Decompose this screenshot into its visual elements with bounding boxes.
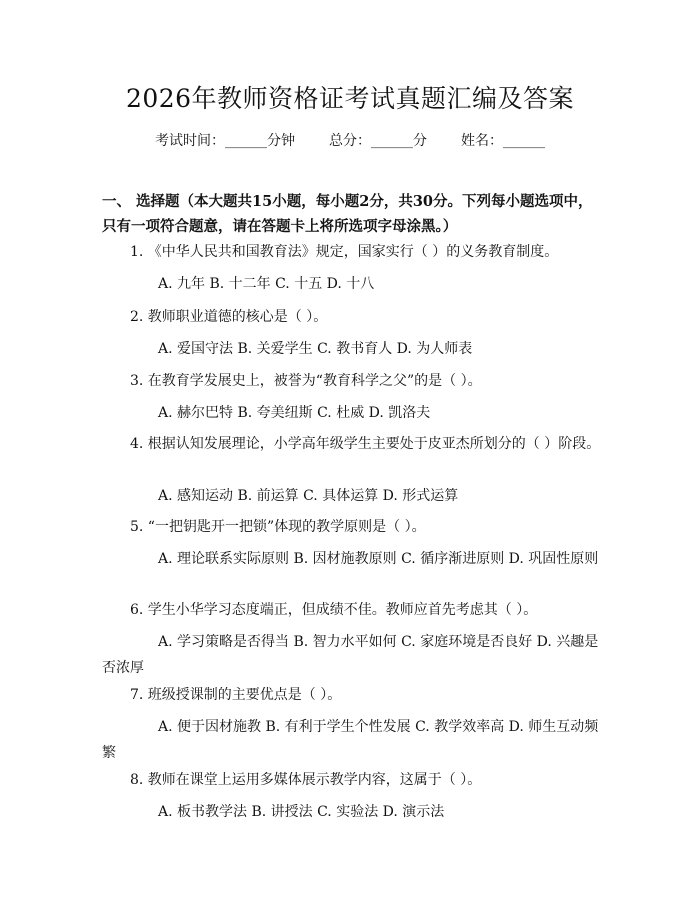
total-score-field: 总分：______分 <box>329 133 427 149</box>
question-options: A. 爱国守法 B. 关爱学生 C. 教书育人 D. 为人师表 <box>158 341 473 357</box>
question-options: A. 感知运动 B. 前运算 C. 具体运算 D. 形式运算 <box>158 488 459 504</box>
question-stem: 6. 学生小华学习态度端正，但成绩不佳。教师应首先考虑其（ ）。 <box>130 602 538 618</box>
question-stem: 4. 根据认知发展理论，小学高年级学生主要处于皮亚杰所划分的（ ）阶段。 <box>130 436 601 452</box>
question-stem: 1. 《中华人民共和国教育法》规定，国家实行（ ）的义务教育制度。 <box>130 244 559 260</box>
question-options: A. 理论联系实际原则 B. 因材施教原则 C. 循序渐进原则 D. 巩固性原则 <box>158 551 599 567</box>
question-stem: 2. 教师职业道德的核心是（ ）。 <box>130 309 328 325</box>
question-stem: 5. “一把钥匙开一把锁”体现的教学原则是（ ）。 <box>130 519 426 535</box>
question-options: A. 学习策略是否得当 B. 智力水平如何 C. 家庭环境是否良好 D. 兴趣是否浓厚 <box>102 634 599 676</box>
question-options: A. 赫尔巴特 B. 夸美纽斯 C. 杜威 D. 凯洛夫 <box>158 405 431 421</box>
student-name-field: 姓名：______ <box>461 133 545 149</box>
question-options: A. 便于因材施教 B. 有利于学生个性发展 C. 教学效率高 D. 师生互动频繁 <box>102 719 599 761</box>
exam-time-field: 考试时间：______分钟 <box>155 133 295 149</box>
page-title: 2026年教师资格证考试真题汇编及答案 <box>125 84 575 113</box>
question-stem: 7. 班级授课制的主要优点是（ ）。 <box>130 687 342 703</box>
question-options: A. 板书教学法 B. 讲授法 C. 实验法 D. 演示法 <box>158 804 445 820</box>
section-heading: 一、 选择题（本大题共15小题，每小题2分，共30分。下列每小题选项中，只有一项符合题意，请在答题卡上将所选项字母涂黑。） <box>102 193 593 235</box>
exam-meta <box>0 131 700 151</box>
question-stem: 3. 在教育学发展史上，被誉为“教育科学之父”的是（ ）。 <box>130 373 482 389</box>
question-options: A. 九年 B. 十二年 C. 十五 D. 十八 <box>158 276 375 292</box>
question-stem: 8. 教师在课堂上运用多媒体展示教学内容，这属于（ ）。 <box>130 772 482 788</box>
